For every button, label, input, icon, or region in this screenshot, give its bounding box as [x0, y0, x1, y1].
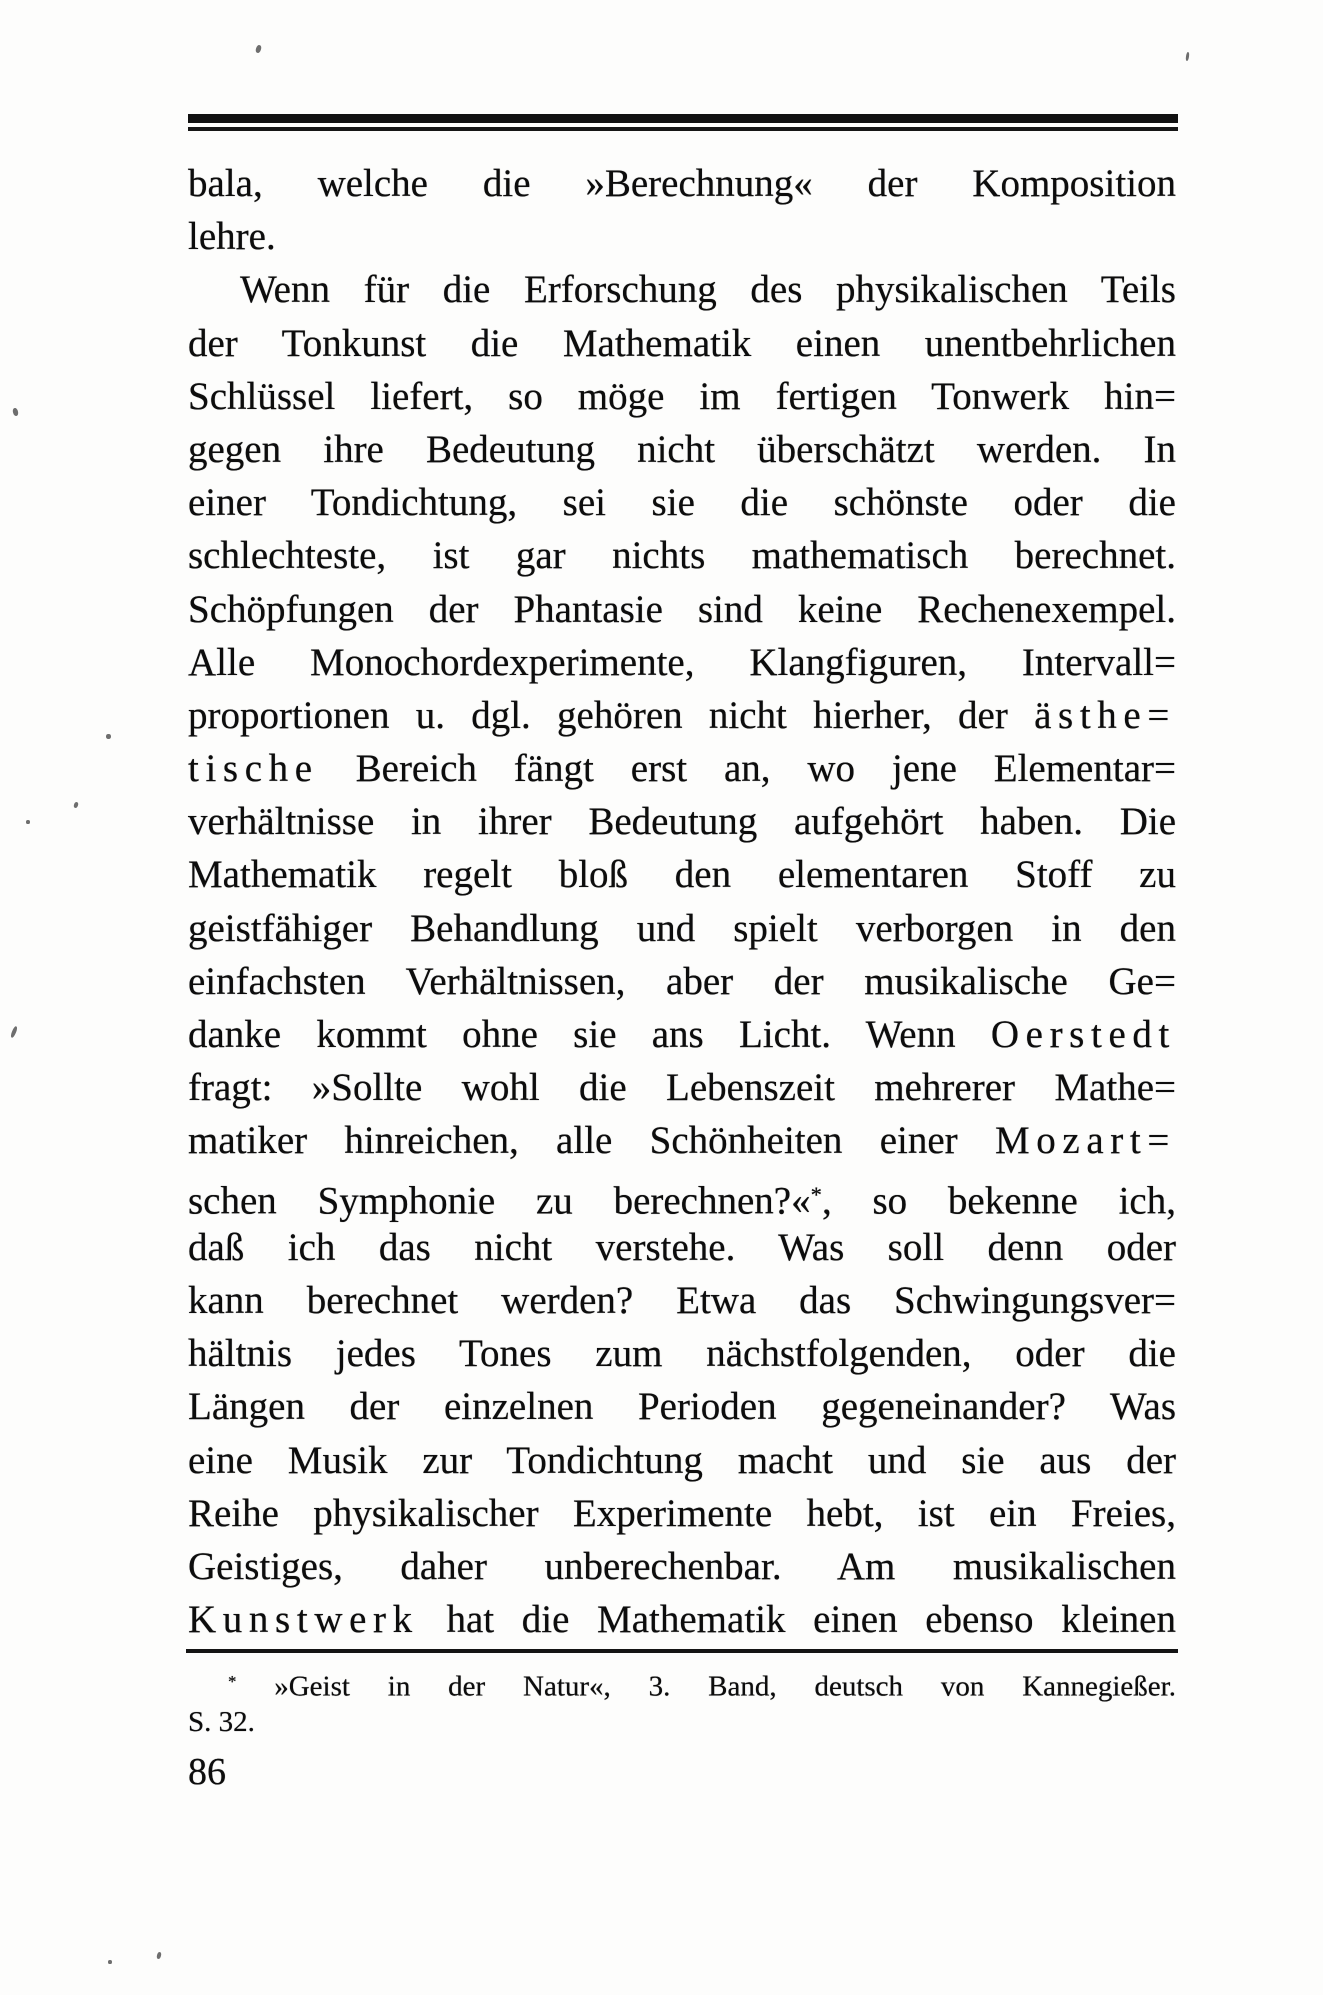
text-segment: proportionen u. dgl. gehören nicht hierher, der	[188, 693, 1035, 737]
text-line	[188, 263, 1176, 316]
page-number: 86	[188, 1751, 226, 1793]
text-line	[188, 955, 1176, 1008]
text-line	[188, 529, 1176, 582]
text-segment: eine Musik zur Tondichtung macht und sie aus der	[188, 1438, 1176, 1482]
text-line	[188, 636, 1176, 689]
text-line	[188, 476, 1176, 529]
scan-speckle	[156, 1952, 162, 1960]
text-segment: kann berechnet werden? Etwa das Schwingungsver=	[188, 1278, 1176, 1322]
text-segment: geistfähiger Behandlung und spielt verborgen in den	[188, 906, 1176, 950]
text-segment: verhältnisse in ihrer Bedeutung aufgehört haben. Die	[188, 800, 1176, 844]
text-segment: matiker hinreichen, alle Schönheiten einer	[188, 1119, 995, 1163]
text-segment: gegen ihre Bedeutung nicht überschätzt werden. In	[188, 427, 1176, 471]
text-line	[188, 1061, 1176, 1114]
text-line	[188, 848, 1176, 901]
text-segment: einer Tondichtung, sei sie die schönste oder die	[188, 481, 1176, 525]
emphasized-text: Kunstwerk	[188, 1598, 419, 1642]
text-line	[188, 795, 1176, 848]
header-double-rule	[188, 114, 1178, 131]
text-line	[188, 1168, 1176, 1221]
text-segment: Mathematik regelt bloß den elementaren Stoff zu	[188, 853, 1176, 897]
text-segment: schlechteste, ist gar nichts mathematisch berechnet.	[188, 534, 1176, 578]
text-segment: Alle Monochordexperimente, Klangfiguren, Intervall=	[188, 640, 1176, 684]
text-line	[188, 1274, 1176, 1327]
scan-speckle	[255, 44, 262, 53]
text-line	[188, 1540, 1176, 1593]
scan-speckle	[106, 734, 111, 739]
text-line	[188, 689, 1176, 742]
text-segment: schen Symphonie zu berechnen?«	[188, 1178, 811, 1222]
scan-speckle	[12, 408, 19, 417]
footnote-marker: *	[228, 1672, 237, 1691]
text-line	[188, 210, 1176, 263]
text-segment: lehre.	[188, 215, 276, 259]
text-segment: daß ich das nicht verstehe. Was soll denn oder	[188, 1225, 1176, 1269]
text-segment: Geistiges, daher unberechenbar. Am musikalischen	[188, 1544, 1176, 1588]
text-segment: »Geist in der Natur«, 3. Band, deutsch von Kannegießer.	[236, 1670, 1176, 1703]
text-line	[188, 1327, 1176, 1380]
text-segment: einfachsten Verhältnissen, aber der musikalische Ge=	[188, 959, 1176, 1003]
text-line	[188, 583, 1176, 636]
footnote-marker: *	[810, 1181, 822, 1207]
text-segment: Längen der einzelnen Perioden gegeneinander? Was	[188, 1385, 1176, 1429]
text-line	[188, 370, 1176, 423]
emphasized-text: ästhe=	[1034, 693, 1176, 737]
text-segment: Bereich fängt erst an, wo jene Elementar=	[318, 747, 1176, 791]
text-segment: bala, welche die »Berechnung« der Komposition	[188, 162, 1176, 205]
text-segment: der Tonkunst die Mathematik einen unentbehrlichen	[188, 321, 1176, 365]
text-segment: hältnis jedes Tones zum nächstfolgenden, oder die	[188, 1332, 1176, 1376]
scan-speckle	[108, 1960, 112, 1964]
text-line	[188, 1702, 1176, 1742]
footnote-block	[188, 1662, 1176, 1742]
text-segment: S. 32.	[188, 1706, 255, 1738]
text-line	[188, 1662, 1176, 1702]
text-segment: Schlüssel liefert, so möge im fertigen Tonwerk hin=	[188, 374, 1176, 418]
text-line	[188, 742, 1176, 795]
footnote-rule	[186, 1649, 1178, 1653]
scan-speckle	[1185, 52, 1189, 61]
emphasized-text: Oerstedt	[990, 1013, 1176, 1056]
text-line	[188, 1593, 1176, 1646]
text-segment: Reihe physikalischer Experimente hebt, ist ein Freies,	[188, 1491, 1176, 1535]
text-line	[188, 157, 1176, 210]
text-line	[188, 902, 1176, 955]
text-line	[188, 1008, 1176, 1061]
scan-speckle	[26, 820, 30, 824]
text-segment: danke kommt ohne sie ans Licht. Wenn	[188, 1013, 991, 1056]
text-segment: hat die Mathematik einen ebenso kleinen	[418, 1598, 1176, 1642]
text-line	[188, 1221, 1176, 1274]
text-line	[188, 1114, 1176, 1167]
rule-thin	[188, 127, 1178, 131]
emphasized-text: tische	[188, 747, 319, 791]
text-line	[188, 1380, 1176, 1433]
text-line	[188, 1434, 1176, 1487]
emphasized-text: Mozart=	[994, 1119, 1176, 1163]
scan-speckle	[73, 801, 79, 808]
main-text-block	[188, 157, 1176, 1646]
text-line	[188, 423, 1176, 476]
rule-thick	[188, 114, 1178, 123]
text-segment: fragt: »Sollte wohl die Lebenszeit mehrerer Mathe=	[188, 1066, 1176, 1110]
scan-speckle	[10, 1026, 18, 1039]
text-segment: Schöpfungen der Phantasie sind keine Rechenexempel.	[188, 587, 1176, 631]
text-segment: Wenn für die Erforschung des physikalischen Teils	[240, 268, 1176, 312]
text-segment: , so bekenne ich,	[821, 1178, 1176, 1222]
text-line	[188, 1487, 1176, 1540]
text-line	[188, 317, 1176, 370]
